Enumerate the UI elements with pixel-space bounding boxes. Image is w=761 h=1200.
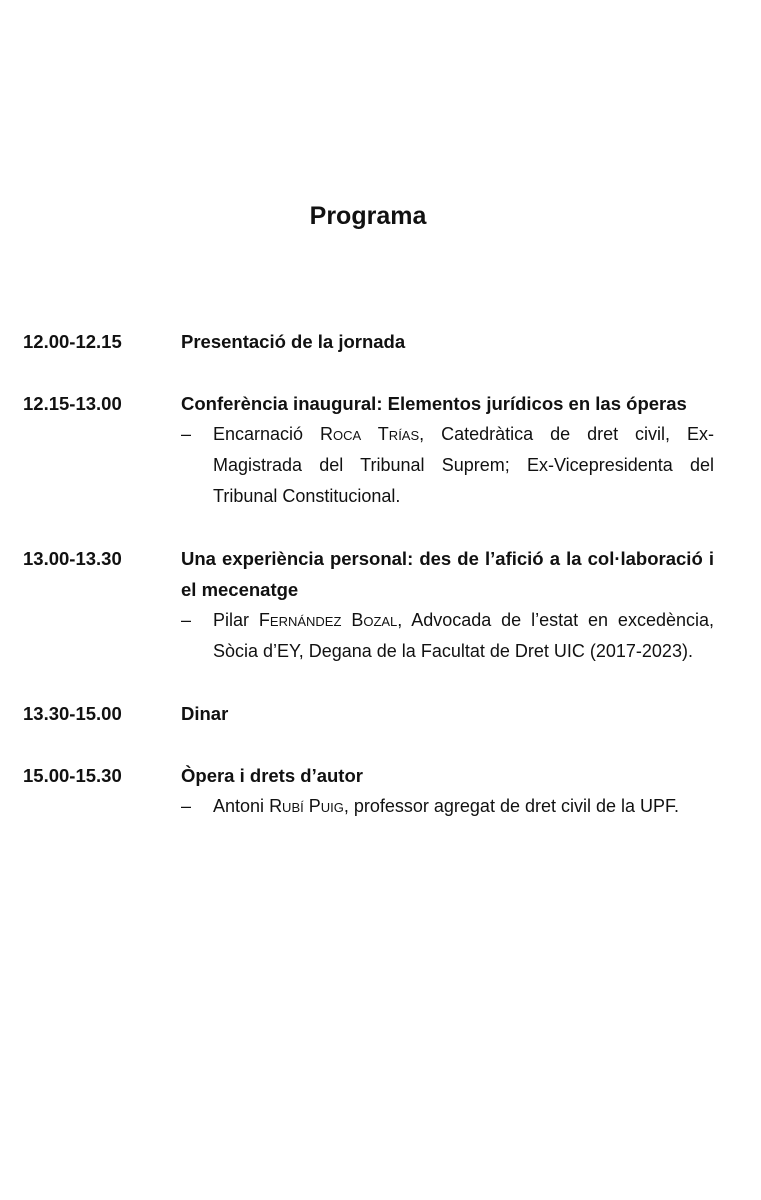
speaker-surname: Roca Trías xyxy=(320,424,420,444)
session-title: Presentació de la jornada xyxy=(181,331,406,352)
dash-bullet: – xyxy=(181,796,192,816)
speaker-surname: Rubí Puig xyxy=(269,796,344,816)
dash-bullet: – xyxy=(181,610,192,630)
program-item-content xyxy=(181,698,714,729)
time-slot: 15.00-15.30 xyxy=(23,765,122,786)
time-slot: 13.00-13.30 xyxy=(23,548,122,569)
program-item-content xyxy=(181,326,714,357)
speaker-surname: Fernández Bozal xyxy=(258,610,398,630)
program-item-content xyxy=(181,388,714,512)
dash-bullet: – xyxy=(181,424,192,444)
speaker-description: , Advocada de l’estat en excedència, Sòcia d’EY, Degana de la Facultat de Dret UIC (2017-2023). xyxy=(213,610,714,661)
session-title: Dinar xyxy=(181,703,229,724)
speaker-description: , Catedràtica de dret civil, Ex-Magistrada del Tribunal Suprem; Ex-Vicepresidenta del Tribunal Constitucional. xyxy=(213,424,714,506)
time-slot: 12.15-13.00 xyxy=(23,393,122,414)
speaker-first-name: Encarnació xyxy=(213,424,304,444)
speaker-first-name: Pilar xyxy=(213,610,250,630)
speaker-description: , professor agregat de dret civil de la UPF. xyxy=(343,796,680,816)
session-title: Òpera i drets d’autor xyxy=(181,765,363,786)
session-title: Conferència inaugural: Elementos jurídicos en las óperas xyxy=(181,393,687,414)
speaker-entry xyxy=(181,605,714,667)
speaker-entry xyxy=(181,419,714,512)
time-slot: 13.30-15.00 xyxy=(23,703,122,724)
session-title: Una experiència personal: des de l’afició a la col·laboració i el mecenatge xyxy=(181,548,714,600)
speaker-first-name: Antoni xyxy=(213,796,265,816)
page-title: Programa xyxy=(309,202,427,230)
speaker-entry xyxy=(181,791,714,822)
program-item-content xyxy=(181,543,714,667)
time-slot: 12.00-12.15 xyxy=(23,331,122,352)
program-item-content xyxy=(181,760,714,822)
